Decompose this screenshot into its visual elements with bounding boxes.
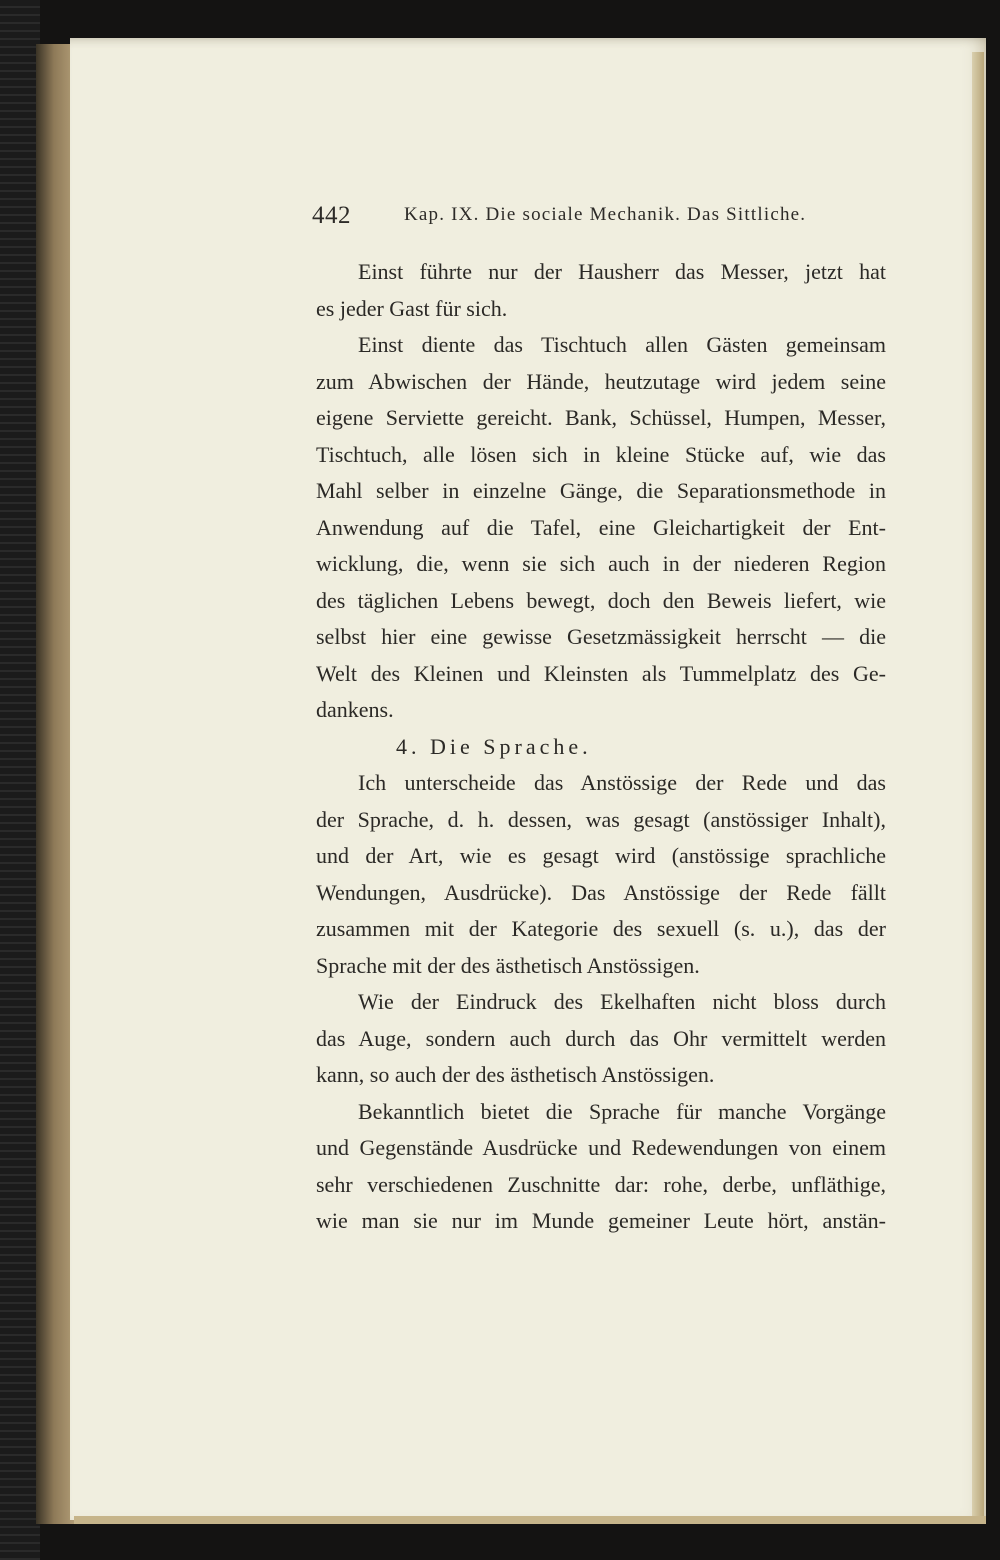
page-header: [312, 200, 892, 240]
text-line: Anwendung auf die Tafel, eine Gleichartigkeit der Ent-: [316, 514, 886, 540]
text-line: selbst hier eine gewisse Gesetzmässigkeit herrscht — die: [316, 624, 886, 649]
text-line: zum Abwischen der Hände, heutzutage wird jedem seine: [316, 368, 886, 394]
text-line: Tischtuch, alle lösen sich in kleine Stücke auf, wie das: [316, 441, 886, 467]
text-line: der Sprache, d. h. dessen, was gesagt (anstössiger Inhalt),: [316, 806, 886, 832]
text-line: Einst führte nur der Hausherr das Messer, jetzt hat: [358, 259, 886, 284]
text-line: des täglichen Lebens bewegt, doch den Beweis liefert, wie: [316, 587, 886, 613]
text-line: kann, so auch der des ästhetisch Anstössigen.: [316, 1062, 715, 1087]
page-right-edge: [972, 52, 984, 1518]
text-line: Sprache mit der des ästhetisch Anstössigen.: [316, 952, 700, 978]
text-line: Bekanntlich bietet die Sprache für manche Vorgänge: [358, 1098, 886, 1124]
book-binding-edge: [0, 0, 40, 1560]
text-line: und der Art, wie es gesagt wird (anstössige sprachliche: [316, 843, 886, 868]
text-line: eigene Serviette gereicht. Bank, Schüssel, Humpen, Messer,: [316, 405, 886, 430]
text-line: und Gegenstände Ausdrücke und Redewendungen von einem: [316, 1135, 886, 1160]
text-line: sehr verschiedenen Zuschnitte dar: rohe, derbe, unfläthige,: [316, 1171, 886, 1197]
section-heading-text: 4. Die Sprache.: [396, 733, 592, 759]
text-line: Ich unterscheide das Anstössige der Rede und das: [358, 770, 886, 795]
page-bottom-edge: [74, 1516, 986, 1524]
text-line: zusammen mit der Kategorie des sexuell (s. u.), das der: [316, 916, 886, 941]
text-line: das Auge, sondern auch durch das Ohr vermittelt werden: [316, 1025, 886, 1051]
text-line: es jeder Gast für sich.: [316, 295, 508, 321]
text-line: wicklung, die, wenn sie sich auch in der niederen Region: [316, 551, 886, 576]
section-heading: [316, 729, 886, 766]
text-line: Mahl selber in einzelne Gänge, die Separationsmethode in: [316, 478, 886, 503]
text-line: Wendungen, Ausdrücke). Das Anstössige der Rede fällt: [316, 879, 886, 905]
text-line: dankens.: [316, 697, 394, 722]
text-line: Welt des Kleinen und Kleinsten als Tummelplatz des Ge-: [316, 660, 886, 686]
text-line: wie man sie nur im Munde gemeiner Leute hört, anstän-: [316, 1208, 886, 1233]
text-line: Wie der Eindruck des Ekelhaften nicht bloss durch: [358, 989, 886, 1014]
text-line: Einst diente das Tischtuch allen Gästen gemeinsam: [358, 332, 886, 357]
page-number: 442: [312, 202, 351, 229]
running-head: Kap. IX. Die sociale Mechanik. Das Sittliche.: [404, 204, 807, 225]
page-body-text: [316, 254, 886, 1240]
